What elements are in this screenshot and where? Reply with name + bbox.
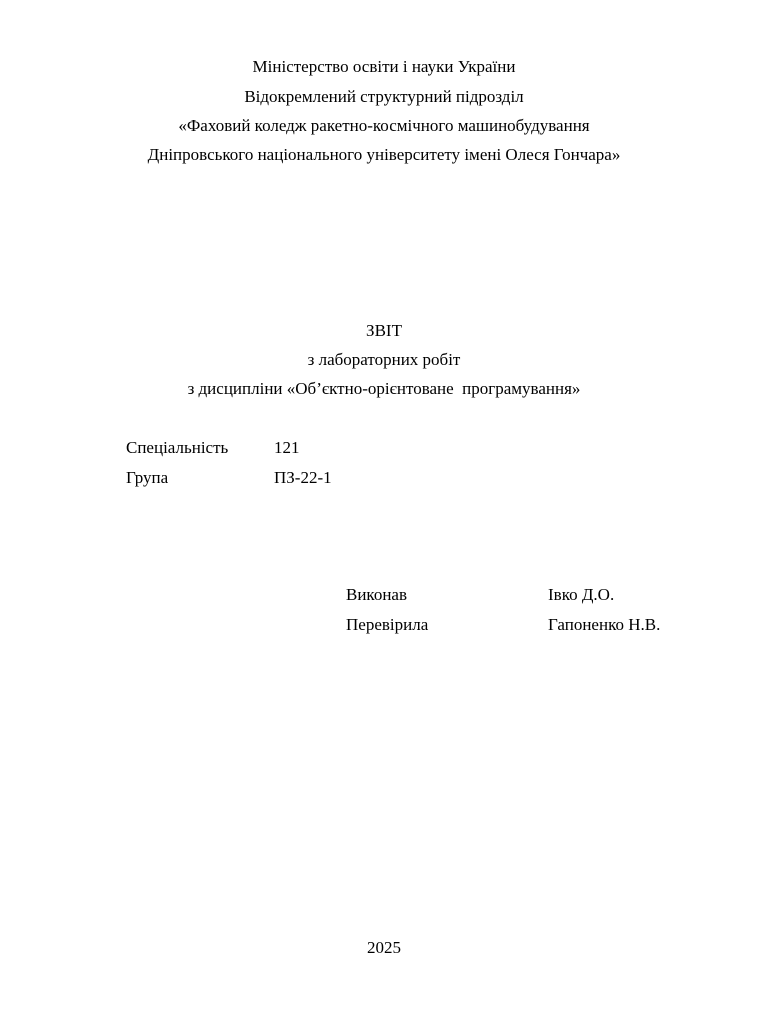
college-line: «Фаховий коледж ракетно-космічного машинобудування — [178, 116, 590, 135]
group-label: Група — [126, 468, 169, 487]
report-subject: з лабораторних робіт — [307, 350, 461, 369]
university-line: Дніпровського національного університету імені Олеся Гончара» — [147, 145, 621, 164]
group-value: ПЗ-22-1 — [274, 468, 332, 487]
subdivision-line: Відокремлений структурний підрозділ — [244, 87, 524, 106]
report-title: ЗВІТ — [366, 321, 402, 340]
report-discipline: з дисципліни «Об’єктно-орієнтоване програмування» — [187, 379, 581, 398]
checked-label: Перевірила — [346, 615, 429, 634]
year-footer: 2025 — [367, 938, 401, 957]
performed-name: Івко Д.О. — [548, 585, 615, 604]
performed-label: Виконав — [346, 585, 408, 604]
checked-name: Гапоненко Н.В. — [548, 615, 661, 634]
ministry-line: Міністерство освіти і науки України — [252, 57, 516, 76]
specialty-label: Спеціальність — [126, 438, 229, 457]
specialty-value: 121 — [274, 438, 300, 457]
